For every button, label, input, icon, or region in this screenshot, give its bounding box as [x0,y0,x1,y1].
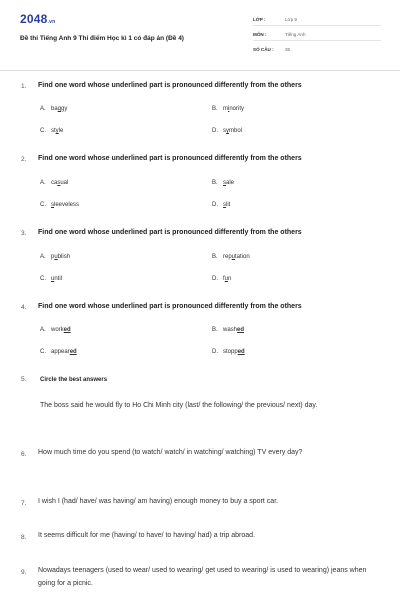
option-b[interactable]: B. minority [212,106,245,112]
section-instruction: Circle the best answers [40,377,108,383]
option-d[interactable]: D. slit [212,202,231,208]
question-text: The boss said he would fly to Ho Chi Minh city (last/ the following/ the previous/ next) day. [40,402,318,409]
meta-class-key: LỚP : [253,17,266,22]
option-d[interactable]: D. fun [212,276,232,282]
question-number: 8. [21,534,27,541]
option-c[interactable]: C. style [40,128,64,134]
logo-main: 2048 [20,12,48,26]
question-number: 5. [21,376,27,383]
question-text: Nowadays teenagers (used to wear/ used to wearing/ get used to wearing/ is used to wearing) jeans when going for a picnic. [38,567,367,587]
question-number: 2. [21,156,27,163]
question-text: Find one word whose underlined part is pronounced differently from the others [38,229,302,236]
meta-count-key: SỐ CÂU : [253,47,274,52]
meta-divider [253,25,381,26]
question-text: How much time do you spend (to watch/ watch/ in watching/ watching) TV every day? [38,449,303,456]
question-text: Find one word whose underlined part is pronounced differently from the others [38,155,302,162]
question-number: 6. [21,451,27,458]
site-logo[interactable] [20,12,55,26]
option-c[interactable]: C. until [40,276,63,282]
option-c[interactable]: C. sleeveless [40,202,80,208]
question-text: I wish I (had/ have/ was having/ am having) enough money to buy a sport car. [38,498,279,505]
meta-class-value: Lớp 9 [285,17,297,22]
option-b[interactable]: B. washed [212,327,245,333]
option-b[interactable]: B. sale [212,180,235,186]
question-text: Find one word whose underlined part is pronounced differently from the others [38,303,302,310]
exam-header [0,0,400,71]
exam-title: Đề thi Tiếng Anh 9 Thi điểm Học kì 1 có đáp án (Đề 4) [20,35,184,42]
option-b[interactable]: B. reputation [212,254,250,260]
meta-subject-key: MÔN : [253,32,267,37]
option-d[interactable]: D. stopped [212,349,245,355]
option-a[interactable]: A. baggy [40,106,68,112]
meta-count-value: 35 [285,47,291,52]
question-text: It seems difficult for me (having/ to have/ to having/ had) a trip abroad. [38,532,255,539]
option-d[interactable]: D. symbol [212,128,243,134]
question-number: 4. [21,304,27,311]
question-text: Find one word whose underlined part is pronounced differently from the others [38,82,302,89]
option-a[interactable]: A. publish [40,254,71,260]
question-number: 3. [21,230,27,237]
question-number: 1. [21,83,27,90]
meta-divider [253,40,381,41]
logo-sub: .vn [47,19,56,25]
option-c[interactable]: C. appeared [40,349,77,355]
option-a[interactable]: A. worked [40,327,71,333]
question-number: 9. [21,569,27,576]
option-a[interactable]: A. casual [40,180,69,186]
question-number: 7. [21,500,27,507]
meta-subject-value: Tiếng Anh [285,32,306,37]
